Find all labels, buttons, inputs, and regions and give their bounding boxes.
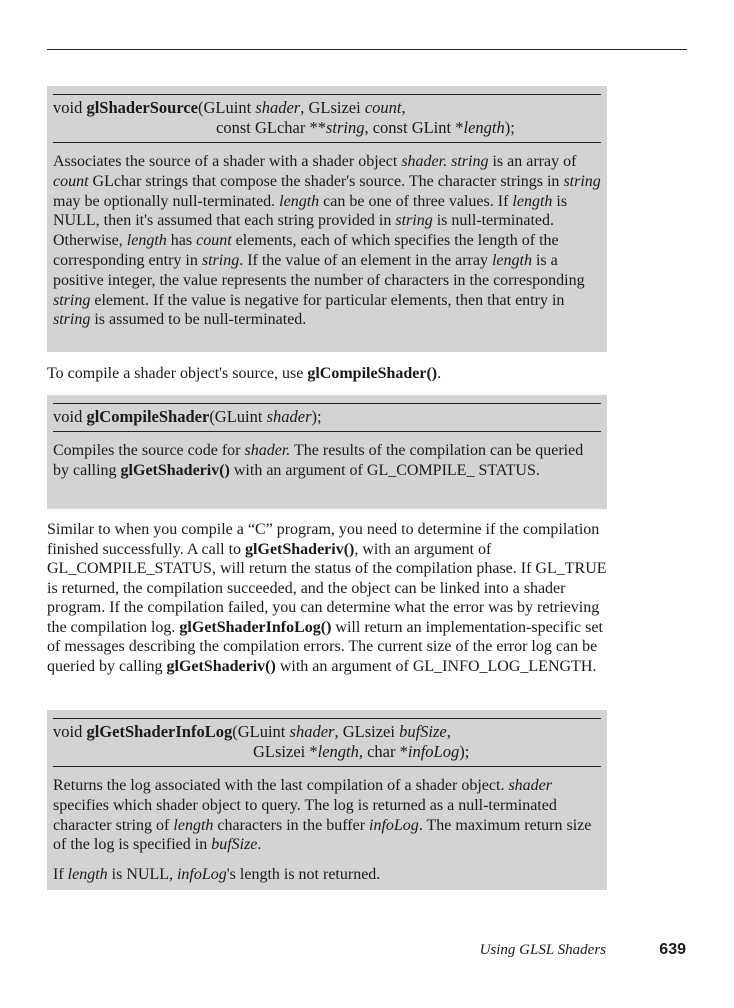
function-name: glShaderSource: [86, 98, 199, 117]
function-signature: void glShaderSource(GLuint shader, GLsizei count, const GLchar **string, const GLint *length);: [53, 94, 601, 143]
function-box-glgetshaderinfolog: [47, 710, 607, 890]
function-box-glcompileshader: [47, 395, 607, 509]
function-description: Compiles the source code for shader. The results of the compilation can be queried by calling glGetShaderiv() with an argument of GL_COMPILE_ STATUS.: [53, 442, 584, 479]
page-number: 639: [659, 941, 686, 958]
function-description: Associates the source of a shader with a shader object shader. string is an array of count GLchar strings that compose the shader's source. The character strings in string may be optionally null-terminated. length can be one of three values. If length is NULL, then it's assumed that each string provided in string is null-terminated. Otherwise, length has count elements, each of which specifies the length of the corresponding entry in string. If the value of an element in the array length is a positive integer, the value represents the number of characters in the corresponding string element. If the value is negative for particular elements, then that entry in string is assumed to be null-terminated.: [53, 153, 601, 329]
function-name: glGetShaderInfoLog: [86, 722, 233, 741]
body-paragraph: Similar to when you compile a “C” program, you need to determine if the compilation finished successfully. A call to glGetShaderiv(), with an argument of GL_COMPILE_STATUS, will return the status of the compilation phase. If GL_TRUE is returned, the compilation succeeded, and the object can be linked into a shader program. If the compilation failed, you can determine what the error was by retrieving the compilation log. glGetShaderInfoLog() will return an implementation-specific set of messages describing the compilation errors. The current size of the error log can be queried by calling glGetShaderiv() with an argument of GL_INFO_LOG_LENGTH.: [47, 521, 607, 675]
function-signature: void glCompileShader(GLuint shader);: [53, 403, 601, 432]
running-footer-title: Using GLSL Shaders: [479, 942, 606, 958]
function-signature: void glGetShaderInfoLog(GLuint shader, GLsizei bufSize, GLsizei *length, char *infoLog);: [53, 718, 601, 767]
function-name: glCompileShader: [86, 407, 210, 426]
function-description: Returns the log associated with the last compilation of a shader object. shader specifies which shader object to query. The log is returned as a null-terminated character string of length characters in the buffer infoLog. The maximum return size of the log is specified in bufSize. If length is NULL, infoLog's length is not returned.: [53, 777, 592, 884]
body-paragraph: To compile a shader object's source, use glCompileShader().: [47, 365, 442, 382]
function-box-glshadersource: [47, 86, 607, 352]
header-rule: [47, 49, 687, 50]
